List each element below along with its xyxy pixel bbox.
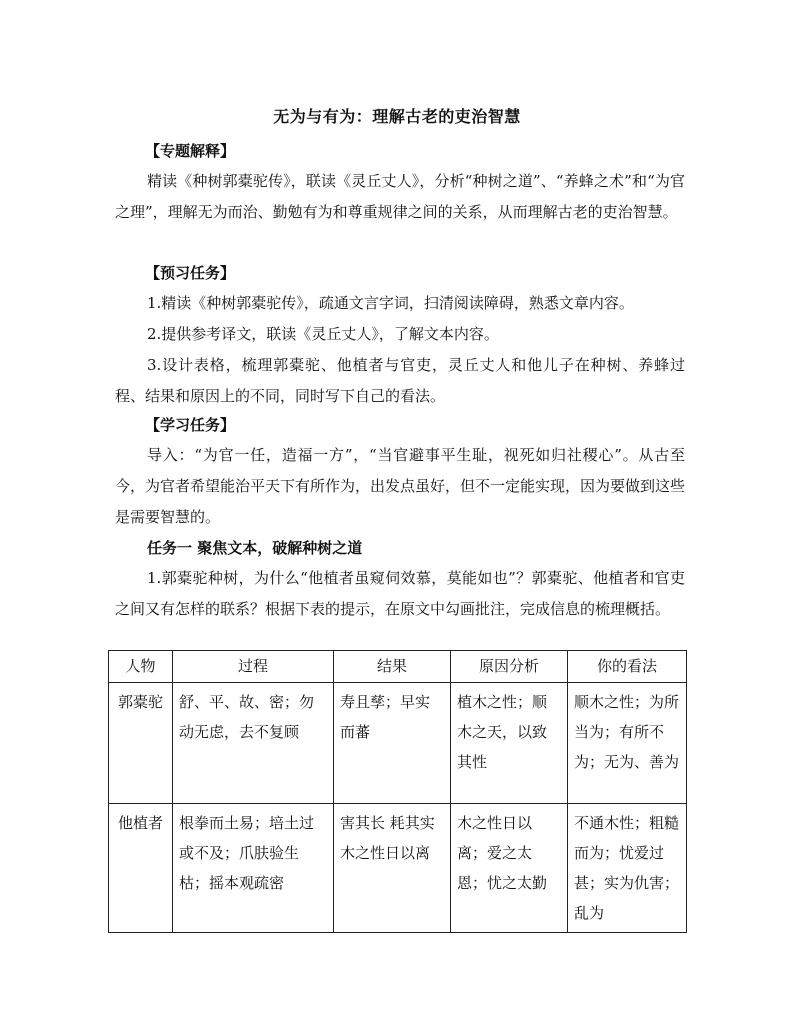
cell-opinion: 不通木性；粗糙而为；忧爱过甚；实为仇害；乱为: [568, 804, 687, 933]
header-result: 结果: [334, 651, 451, 683]
intro-text: 精读《种树郭橐驼传》，联读《灵丘丈人》，分析“种树之道”、“养蜂之术”和“为官之理”，理解无为而治、勤勉有为和尊重规律之间的关系，从而理解古老的吏治智慧。: [115, 172, 685, 221]
cell-process: 舒、平、故、密；勿动无虑，去不复顾: [173, 683, 334, 804]
table-row: [109, 683, 687, 804]
intro-section: [115, 136, 685, 228]
table-row: [109, 804, 687, 933]
preview-heading: 【预习任务】: [145, 264, 236, 282]
cell-person: 他植者: [109, 804, 173, 933]
cell-process: 根拳而土易；培土过或不及；爪肤验生枯；摇本观疏密: [173, 804, 334, 933]
cell-opinion: 顺木之性；为所当为；有所不为；无为、善为: [568, 683, 687, 804]
header-process: 过程: [173, 651, 334, 683]
preview-section: [115, 258, 685, 412]
learning-heading: 【学习任务】: [145, 416, 236, 434]
page-title: 无为与有为：理解古老的吏治智慧: [273, 107, 521, 126]
preview-item-3: 3.设计表格，梳理郭橐驼、他植者与官吏，灵丘丈人和他儿子在种树、养蜂过程、结果和原因上的不同，同时写下自己的看法。: [115, 356, 685, 405]
intro-heading: 【专题解释】: [145, 142, 236, 160]
learning-intro: 导入：“为官一任，造福一方”，“当官避事平生耻，视死如归社稷心”。从古至今，为官者希望能治平天下有所作为，出发点虽好，但不一定能实现，因为要做到这些是需要智慧的。: [115, 446, 686, 526]
task1-heading: 任务一 聚焦文本，破解种树之道: [147, 539, 363, 557]
header-opinion: 你的看法: [568, 651, 687, 683]
header-person: 人物: [109, 651, 173, 683]
cell-reason: 木之性日以离；爱之太恩；忧之太勤: [451, 804, 568, 933]
header-reason: 原因分析: [451, 651, 568, 683]
cell-result: 害其长 耗其实木之性日以离: [334, 804, 451, 933]
cell-reason: 植木之性；顺木之天，以致其性: [451, 683, 568, 804]
preview-item-1: 1.精读《种树郭橐驼传》，疏通文言字词，扫清阅读障碍，熟悉文章内容。: [147, 294, 634, 312]
table-header-row: [109, 651, 687, 683]
cell-person: 郭橐驼: [109, 683, 173, 804]
cell-result: 寿且孳；早实而蕃: [334, 683, 451, 804]
info-table: [108, 650, 687, 933]
task1-text: 1.郭橐驼种树，为什么“他植者虽窥伺效慕，莫能如也”？郭橐驼、他植者和官吏之间又有怎样的联系？根据下表的提示，在原文中勾画批注，完成信息的梳理概括。: [115, 569, 685, 618]
learning-section: [115, 410, 685, 625]
preview-item-2: 2.提供参考译文，联读《灵丘丈人》，了解文本内容。: [147, 325, 499, 343]
